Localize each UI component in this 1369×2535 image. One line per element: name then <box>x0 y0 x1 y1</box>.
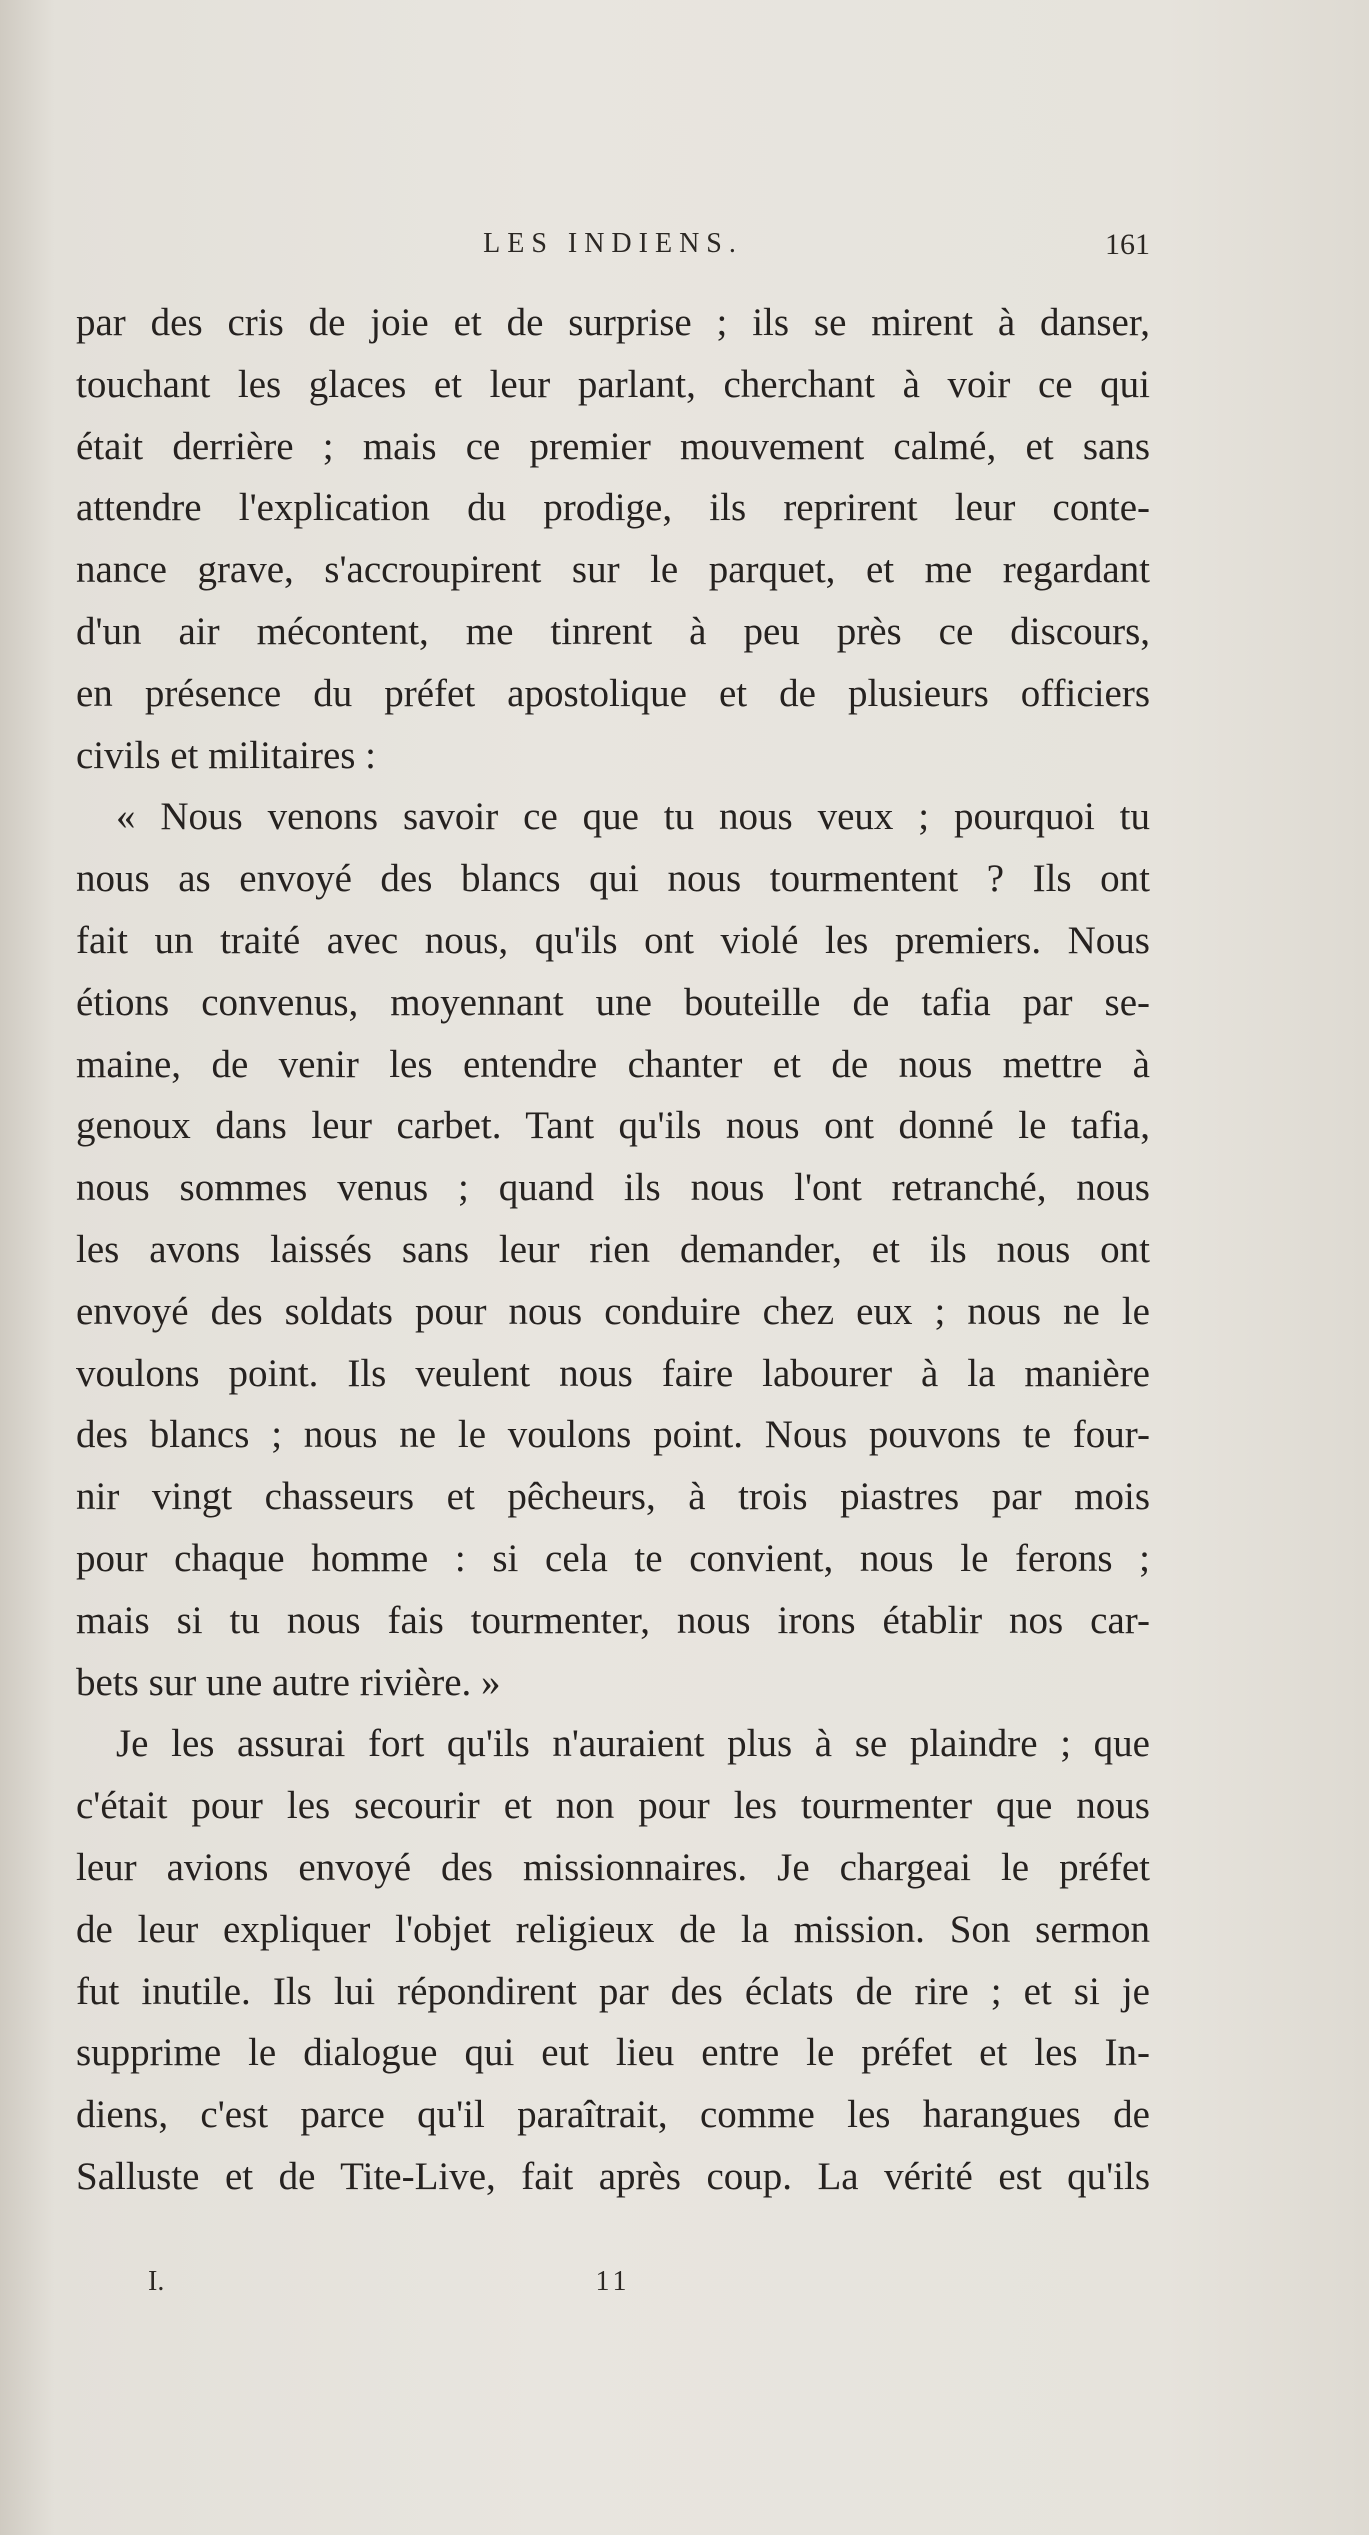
text-line: nous as envoyé des blancs qui nous tourmentent ? Ils ont <box>76 857 1150 901</box>
text-line: les avons laissés sans leur rien demander, et ils nous ont <box>76 1227 1150 1271</box>
text-line: fait un traité avec nous, qu'ils ont violé les premiers. Nous <box>76 918 1150 962</box>
text-line: nance grave, s'accroupirent sur le parquet, et me regardant <box>76 548 1150 592</box>
text-line: bets sur une autre rivière. » <box>76 1660 501 1704</box>
text-line: envoyé des soldats pour nous conduire chez eux ; nous ne le <box>76 1289 1150 1333</box>
text-line: en présence du préfet apostolique et de plusieurs officiers <box>76 671 1150 715</box>
text-line: fut inutile. Ils lui répondirent par des éclats de rire ; et si je <box>76 1969 1150 2013</box>
text-line: touchant les glaces et leur parlant, cherchant à voir ce qui <box>76 362 1150 406</box>
page-footer <box>76 2266 1150 2302</box>
text-line: supprime le dialogue qui eut lieu entre le préfet et les In- <box>76 2031 1150 2075</box>
text-line: par des cris de joie et de surprise ; ils se mirent à danser, <box>76 301 1150 344</box>
running-title: LES INDIENS. <box>483 228 743 259</box>
text-line: attendre l'explication du prodige, ils reprirent leur conte- <box>76 486 1150 530</box>
text-line: nir vingt chasseurs et pêcheurs, à trois piastres par mois <box>76 1475 1150 1519</box>
text-line: était derrière ; mais ce premier mouvement calmé, et sans <box>76 424 1150 468</box>
text-line: mais si tu nous fais tourmenter, nous irons établir nos car- <box>76 1598 1150 1642</box>
text-line: Salluste et de Tite-Live, fait après coup. La vérité est qu'ils <box>76 2154 1150 2198</box>
text-line: des blancs ; nous ne le voulons point. Nous pouvons te four- <box>76 1413 1150 1457</box>
text-line: d'un air mécontent, me tinrent à peu près ce discours, <box>76 609 1150 653</box>
text-line: de leur expliquer l'objet religieux de la mission. Son sermon <box>76 1907 1150 1951</box>
text-line: voulons point. Ils veulent nous faire labourer à la manière <box>76 1351 1150 1395</box>
text-line: pour chaque homme : si cela te convient, nous le ferons ; <box>76 1536 1150 1580</box>
sheet-number: 11 <box>595 2266 631 2297</box>
page-number: 161 <box>1105 228 1150 261</box>
text-line: « Nous venons savoir ce que tu nous veux ; pourquoi tu <box>116 795 1150 839</box>
text-line: étions convenus, moyennant une bouteille de tafia par se- <box>76 980 1150 1024</box>
text-line: leur avions envoyé des missionnaires. Je chargeai le préfet <box>76 1845 1150 1889</box>
text-line: c'était pour les secourir et non pour les tourmenter que nous <box>76 1784 1150 1828</box>
text-line: genoux dans leur carbet. Tant qu'ils nous ont donné le tafia, <box>76 1104 1150 1148</box>
text-line: Je les assurai fort qu'ils n'auraient plus à se plaindre ; que <box>116 1722 1150 1766</box>
text-line: civils et militaires : <box>76 733 377 777</box>
text-line: nous sommes venus ; quand ils nous l'ont retranché, nous <box>76 1166 1150 1210</box>
text-line: diens, c'est parce qu'il paraîtrait, comme les harangues de <box>76 2093 1150 2137</box>
page-header <box>76 228 1150 268</box>
volume-signature: I. <box>148 2266 165 2297</box>
text-line: maine, de venir les entendre chanter et de nous mettre à <box>76 1042 1150 1086</box>
body-text <box>76 292 1150 2208</box>
